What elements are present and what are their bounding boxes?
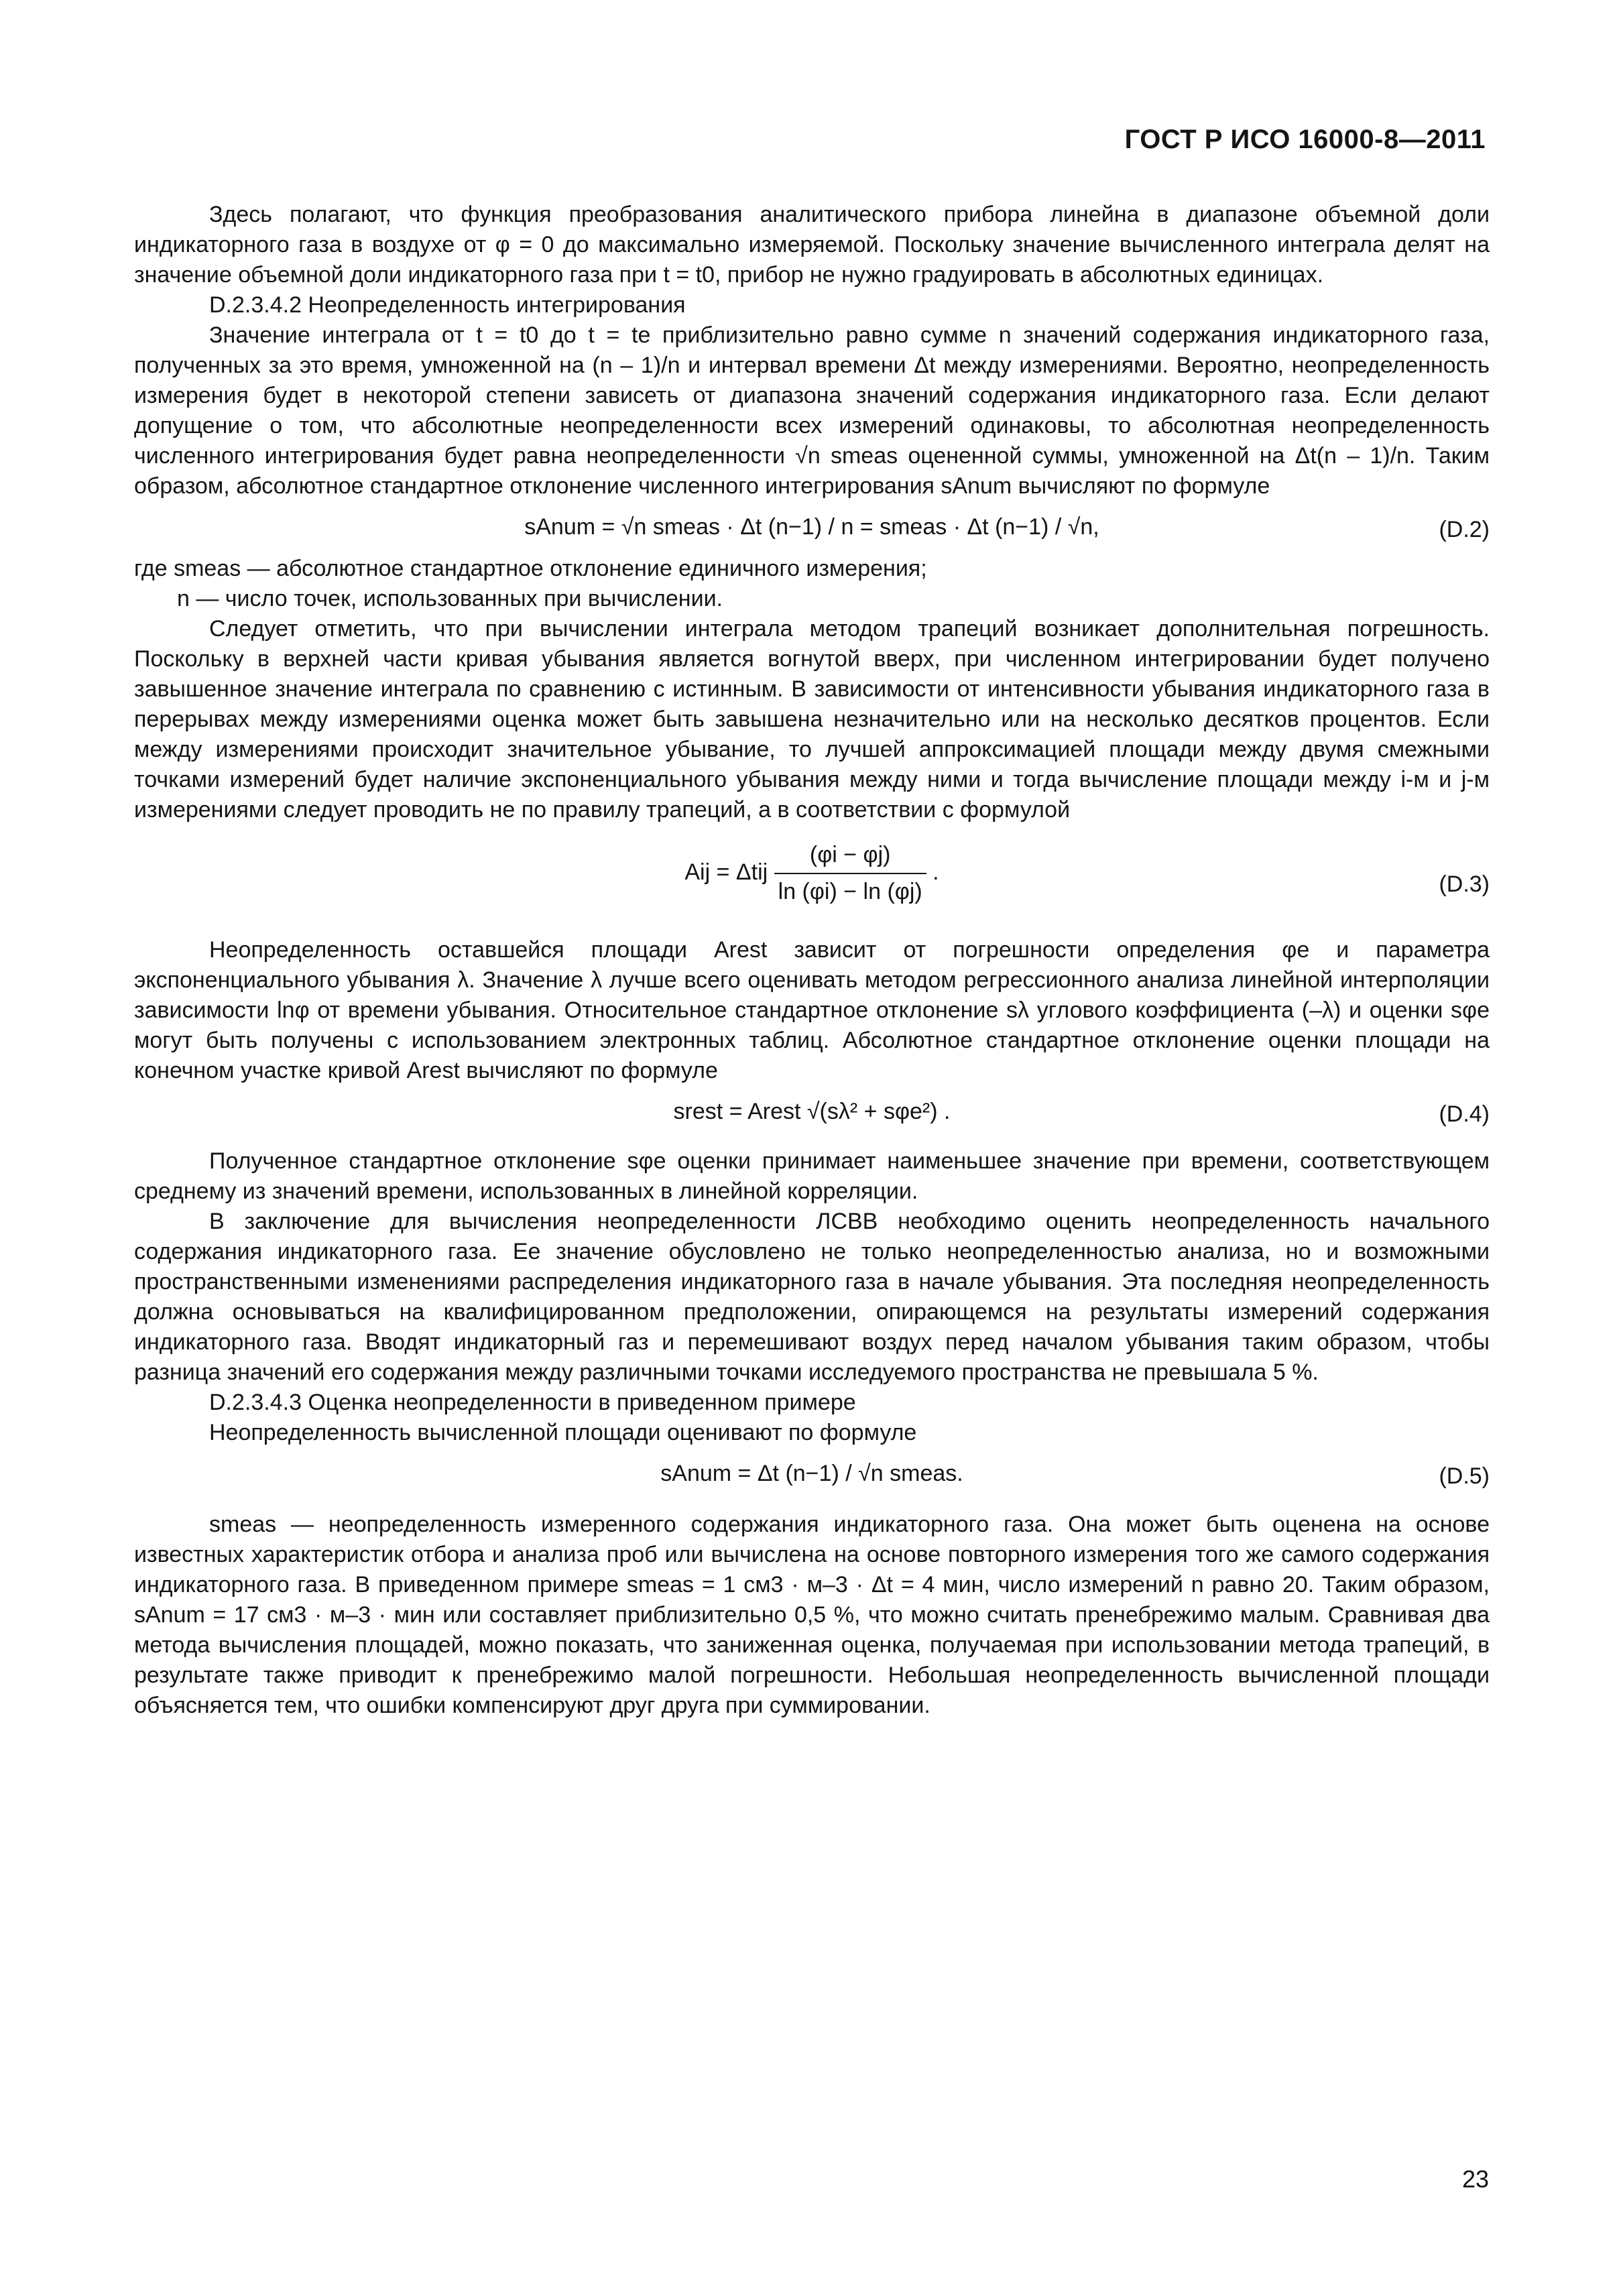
formula-d5-expression: sAnum = Δt (n−1) / √n smeas. <box>660 1461 963 1486</box>
paragraph-5: Полученное стандартное отклонение sφe оценки принимает наименьшее значение при времени, соответствующем среднему из значений времени, использованных в линейной корреляции. <box>134 1148 1490 1204</box>
formula-d4-expression: srest = Arest √(sλ² + sφe²) . <box>673 1099 951 1124</box>
formula-d3-numerator: (φi − φj) <box>809 842 891 867</box>
where-clause-1: где smeas — абсолютное стандартное отклонение единичного измерения; <box>134 556 927 581</box>
section-heading-d2342: D.2.3.4.2 Неопределенность интегрирования <box>209 292 686 318</box>
formula-d3-denominator: ln (φi) − ln (φj) <box>774 873 926 907</box>
formula-d4 <box>134 1086 1490 1146</box>
paragraph-6: В заключение для вычисления неопределенности ЛСВВ необходимо оценить неопределенность начального содержания индикаторного газа. Ее значение обусловлено не только неопределенностью анализа, но и возможными пространственными изменениями распределения индикаторного газа в начале убывания. Эта последняя неопределенность должна основываться на квалифицированном предположении, опирающемся на результаты измерений содержания индикаторного газа. Вводят индикаторный газ и перемешивают воздух перед началом убывания таким образом, чтобы разница значений его содержания между различными точками исследуемого пространства не превышала 5 %. <box>134 1209 1490 1385</box>
formula-d3-expression <box>134 840 1490 907</box>
page-number: 23 <box>1461 2165 1489 2193</box>
where-clause-2: n — число точек, использованных при вычислении. <box>177 586 723 611</box>
formula-d3-lhs: Aij = Δtij <box>684 859 768 885</box>
paragraph-8: smeas — неопределенность измеренного содержания индикаторного газа. Она может быть оценена на основе известных характеристик отбора и анализа проб или вычислена на основе повторного измерения того же самого содержания индикаторного газа. В приведенном примере smeas = 1 см3 · м–3 · Δt = 4 мин, число измерений n равно 20. Таким образом, sAnum = 17 см3 · м–3 · мин или составляет приблизительно 0,5 %, что можно считать пренебрежимо малым. Сравнивая два метода вычисления площадей, можно показать, что заниженная оценка, получаемая при использовании метода трапеций, в результате также приводит к пренебрежимо малой погрешности. Небольшая неопределенность вычисленной площади объясняется тем, что ошибки компенсируют друг друга при суммировании. <box>134 1512 1490 1718</box>
document-header: ГОСТ Р ИСО 16000-8—2011 <box>1124 125 1486 154</box>
paragraph-7: Неопределенность вычисленной площади оценивают по формуле <box>209 1420 917 1445</box>
formula-d2-expression: sAnum = √n smeas · Δt (n−1) / n = smeas · Δt (n−1) / √n, <box>524 514 1099 540</box>
formula-d3-tail: . <box>933 859 939 885</box>
section-heading-d2343: D.2.3.4.3 Оценка неопределенности в приведенном примере <box>209 1390 856 1415</box>
formula-d4-number: (D.4) <box>1439 1101 1490 1127</box>
paragraph-3: Следует отметить, что при вычислении интеграла методом трапеций возникает дополнительная погрешность. Поскольку в верхней части кривая убывания является вогнутой вверх, при численном интегрировании будет получено завышенное значение интеграла по сравнению с истинным. В зависимости от интенсивности убывания индикаторного газа в перерывах между измерениями оценка может быть завышена незначительно или на несколько десятков процентов. Если между измерениями происходит значительное убывание, то лучшей аппроксимацией площади между двумя смежными точками измерений будет наличие экспоненциального убывания между ними и тогда вычисление площади между i-м и j-м измерениями следует проводить не по правилу трапеций, а в соответствии с формулой <box>134 616 1490 823</box>
formula-d3-number: (D.3) <box>1439 871 1490 897</box>
formula-d3 <box>134 825 1490 926</box>
formula-d3-fraction <box>774 840 926 907</box>
formula-d5-number: (D.5) <box>1439 1463 1490 1489</box>
formula-d2-number: (D.2) <box>1439 517 1490 542</box>
page-content <box>134 200 1490 1721</box>
paragraph-2: Значение интеграла от t = t0 до t = te приблизительно равно сумме n значений содержания индикаторного газа, полученных за это время, умноженной на (n – 1)/n и интервал времени Δt между измерениями. Вероятно, неопределенность измерения будет в некоторой степени зависеть от диапазона значений содержания индикаторного газа. Если делают допущение о том, что абсолютные неопределенности всех измерений одинаковы, то абсолютная неопределенность численного интегрирования будет равна неопределенности √n smeas оцененной суммы, умноженной на Δt(n – 1)/n. Таким образом, абсолютное стандартное отклонение численного интегрирования sAnum вычисляют по формуле <box>134 322 1490 499</box>
formula-d2 <box>134 501 1490 554</box>
paragraph-1: Здесь полагают, что функция преобразования аналитического прибора линейна в диапазоне объемной доли индикаторного газа в воздухе от φ = 0 до максимально измеряемой. Поскольку значение вычисленного интеграла делят на значение объемной доли индикаторного газа при t = t0, прибор не нужно градуировать в абсолютных единицах. <box>134 202 1490 288</box>
formula-d5 <box>134 1448 1490 1500</box>
paragraph-4: Неопределенность оставшейся площади Arest зависит от погрешности определения φe и параметра экспоненциального убывания λ. Значение λ лучше всего оценивать методом регрессионного анализа линейной интерполяции зависимости lnφ от времени убывания. Относительное стандартное отклонение sλ углового коэффициента (–λ) и оценки sφe могут быть получены с использованием электронных таблиц. Абсолютное стандартное отклонение оценки площади на конечном участке кривой Arest вычисляют по формуле <box>134 937 1490 1083</box>
